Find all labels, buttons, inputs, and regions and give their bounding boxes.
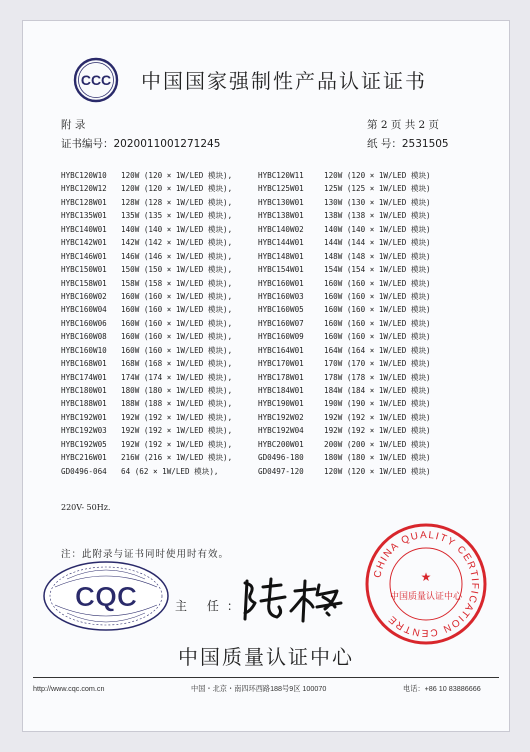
model-row: HYBC174W01 174W (174 × 1W/LED 模块), HYBC178W01 178W (178 × 1W/LED 模块) <box>61 372 431 382</box>
director-label: 主 任： <box>175 599 247 613</box>
model-row: HYBC160W10 160W (160 × 1W/LED 模块), HYBC164W01 164W (164 × 1W/LED 模块) <box>61 345 431 355</box>
cqc-logo-text: CQC <box>74 581 138 612</box>
model-row: HYBC142W01 142W (142 × 1W/LED 模块), HYBC144W01 144W (144 × 1W/LED 模块) <box>61 238 431 248</box>
voltage-spec: 220V- 50Hz. <box>61 503 111 512</box>
model-row: HYBC158W01 158W (158 × 1W/LED 模块), HYBC160W01 160W (160 × 1W/LED 模块) <box>61 278 431 288</box>
model-row: HYBC192W05 192W (192 × 1W/LED 模块), HYBC200W01 200W (200 × 1W/LED 模块) <box>61 439 431 449</box>
model-row: HYBC160W02 160W (160 × 1W/LED 模块), HYBC160W03 160W (160 × 1W/LED 模块) <box>61 291 431 301</box>
model-row: HYBC120W10 120W (120 × 1W/LED 模块), HYBC120W11 120W (120 × 1W/LED 模块) <box>61 171 431 180</box>
paper-number-label: 纸 号： <box>367 138 402 150</box>
model-row: HYBC192W03 192W (192 × 1W/LED 模块), HYBC192W04 192W (192 × 1W/LED 模块) <box>61 426 431 436</box>
cert-number <box>61 136 220 151</box>
footer-divider <box>33 677 499 678</box>
model-row: HYBC128W01 128W (128 × 1W/LED 模块), HYBC130W01 130W (130 × 1W/LED 模块) <box>61 197 431 207</box>
cqc-logo <box>41 559 171 633</box>
seal-inner-text: 中国质量认证中心 <box>389 592 463 602</box>
appendix-label: 附 录 <box>61 119 86 131</box>
footer-phone: 电话：+86 10 83886666 <box>403 684 481 693</box>
cert-number-value: 2020011001271245 <box>113 138 221 150</box>
model-row: HYBC180W01 180W (180 × 1W/LED 模块), HYBC184W01 184W (184 × 1W/LED 模块) <box>61 386 431 395</box>
model-row: HYBC160W04 160W (160 × 1W/LED 模块), HYBC160W05 160W (160 × 1W/LED 模块) <box>61 305 431 315</box>
model-row: HYBC135W01 135W (135 × 1W/LED 模块), HYBC138W01 138W (138 × 1W/LED 模块) <box>61 211 431 221</box>
cert-number-label: 证书编号： <box>61 138 114 150</box>
ccc-logo <box>73 57 119 103</box>
ccc-logo-text: CCC <box>80 72 112 88</box>
model-row: HYBC188W01 188W (188 × 1W/LED 模块), HYBC190W01 190W (190 × 1W/LED 模块) <box>61 399 431 409</box>
director-signature <box>233 573 353 627</box>
certificate-title: 中国国家强制性产品认证证书 <box>141 69 427 93</box>
model-row: HYBC160W08 160W (160 × 1W/LED 模块), HYBC160W09 160W (160 × 1W/LED 模块) <box>61 332 431 342</box>
seal-ring-text: CHINA QUALITY CERTIFICATION CENTRE <box>372 529 481 639</box>
page-info: 第 2 页 共 2 页 <box>367 119 440 131</box>
model-row: HYBC140W01 140W (140 × 1W/LED 模块), HYBC140W02 140W (140 × 1W/LED 模块) <box>61 224 431 234</box>
footer-org-name: 中国质量认证中心 <box>178 645 354 669</box>
model-row: HYBC160W06 160W (160 × 1W/LED 模块), HYBC160W07 160W (160 × 1W/LED 模块) <box>61 318 431 328</box>
certificate-page <box>22 20 510 732</box>
paper-number-value: 2531505 <box>401 138 449 150</box>
official-seal <box>363 521 489 647</box>
footer-website[interactable]: http://www.cqc.com.cn <box>33 684 105 693</box>
model-row: HYBC120W12 120W (120 × 1W/LED 模块), HYBC125W01 125W (125 × 1W/LED 模块) <box>61 184 431 194</box>
svg-text:★: ★ <box>420 570 432 584</box>
footer-address: 中国・北京・南四环西路188号9区 100070 <box>191 684 327 693</box>
paper-number <box>367 136 449 151</box>
model-row: HYBC168W01 168W (168 × 1W/LED 模块), HYBC170W01 170W (170 × 1W/LED 模块) <box>61 359 431 369</box>
validity-note: 注：此附录与证书同时使用时有效。 <box>61 549 230 560</box>
model-list <box>61 169 491 478</box>
model-row: HYBC150W01 150W (150 × 1W/LED 模块), HYBC154W01 154W (154 × 1W/LED 模块) <box>61 265 431 275</box>
model-row: GD0496-064 64 (62 × 1W/LED 模块), GD0497-120 120W (120 × 1W/LED 模块) <box>61 466 431 476</box>
model-row: HYBC192W01 192W (192 × 1W/LED 模块), HYBC192W02 192W (192 × 1W/LED 模块) <box>61 412 431 422</box>
model-row: HYBC146W01 146W (146 × 1W/LED 模块), HYBC148W01 148W (148 × 1W/LED 模块) <box>61 251 431 261</box>
model-row: HYBC216W01 216W (216 × 1W/LED 模块), GD0496-180 180W (180 × 1W/LED 模块) <box>61 453 431 463</box>
